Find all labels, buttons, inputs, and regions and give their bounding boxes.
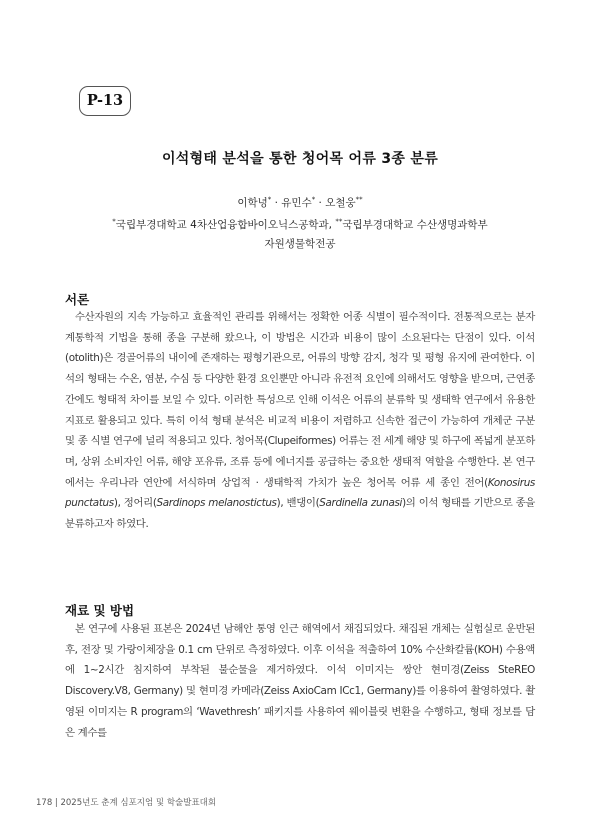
species-name: Sardinops melanostictus [156, 497, 277, 510]
author-affil-mark: * [267, 195, 272, 204]
affiliation-text: 국립부경대학교 4차산업융합바이오닉스공학과, [115, 219, 336, 231]
intro-text: 수산자원의 지속 가능하고 효율적인 관리를 위해서는 정확한 어종 식별이 필수적이다. 전통적으로는 분자계통학적 기법을 통해 종을 구분해 왔으나, 이 방법은 시간과 비용이 많이 소요된다는 단점이 있다. 이석(otolith)은 경골어류의 내이에 존재하는 평형기관으로, 어류의 방향 감지, 청각 및 평형 유지에 관여한다. 이석의 형태는 수온, 염분, 수심 등 다양한 환경 요인뿐만 아니라 유전적 요인에 의해서도 영향을 받으며, 근연종 간에도 형태적 차이를 보일 수 있다. 이러한 특성으로 인해 이석은 어류의 분류학 및 생태학 연구에서 유용한 지표로 활용되고 있다. 특히 이석 형태 분석은 비교적 비용이 저렴하고 신속한 접근이 가능하여 개체군 구분 및 종 식별 연구에 널리 적용되고 있다. 청어목(Clupeiformes) 어류는 전 세계 해양 및 하구에 폭넓게 분포하며, 상위 소비자인 어류, 해양 포유류, 조류 등에 에너지를 공급하는 중요한 생태적 역할을 수행한다. 본 연구에서는 우리나라 연안에 서식하며 상업적 · 생태학적 가치가 높은 청어목 어류 세 종인 전어( [65, 311, 535, 489]
affiliation-line-2: 자원생물학전공 [264, 238, 336, 250]
author-name: 오철웅 [325, 197, 356, 209]
poster-number-badge: P-13 [79, 86, 131, 116]
intro-heading: 서론 [65, 292, 90, 307]
intro-text: ), 밴댕이( [276, 497, 320, 510]
intro-paragraph [65, 307, 535, 535]
affiliation-line-1 [0, 217, 600, 232]
author-affil-mark: ** [355, 195, 363, 204]
methods-paragraph: 본 연구에 사용된 표본은 2024년 남해안 통영 인근 해역에서 채집되었다. 채집된 개체는 실험실로 운반된 후, 전장 및 가랑이체장을 0.1 cm 단위로 측정하였다. 이후 이석을 적출하여 10% 수산화칼륨(KOH) 수용액에 1~2시간 침지하여 부착된 불순물을 제거하였다. 이석 이미지는 쌍안 현미경(Zeiss SteREO Discovery.V8, Germany) 및 현미경 카메라(Zeiss AxioCam ICc1, Germany)를 이용하여 촬영하였다. 촬영된 이미지는 R program의 ‘Wavethresh’ 패키지를 사용하여 웨이블릿 변환을 수행하고, 형태 정보를 담은 계수를 [65, 623, 535, 739]
author-name: 유민수 [281, 197, 312, 209]
page-footer: 178 | 2025년도 춘계 심포지엄 및 학술발표대회 [36, 798, 217, 808]
author-affil-mark: * [311, 195, 316, 204]
species-name: Sardinella zunasi [319, 497, 403, 510]
species-name: Konosirus punctatus [65, 476, 535, 510]
author-list [0, 195, 600, 210]
author-name: 이학녕 [237, 197, 268, 209]
author-separator: · [315, 197, 326, 209]
intro-text: ), 정어리( [113, 497, 157, 510]
affiliation-text: 국립부경대학교 수산생명과학부 [342, 219, 488, 231]
affil-mark: * [112, 217, 116, 226]
author-separator: · [271, 197, 282, 209]
intro-text: )의 이석 형태를 기반으로 종을 분류하고자 하였다. [65, 497, 535, 531]
paper-title: 이석형태 분석을 통한 청어목 어류 3종 분류 [161, 151, 439, 167]
affil-mark: ** [335, 217, 343, 226]
methods-heading: 재료 및 방법 [65, 603, 135, 618]
